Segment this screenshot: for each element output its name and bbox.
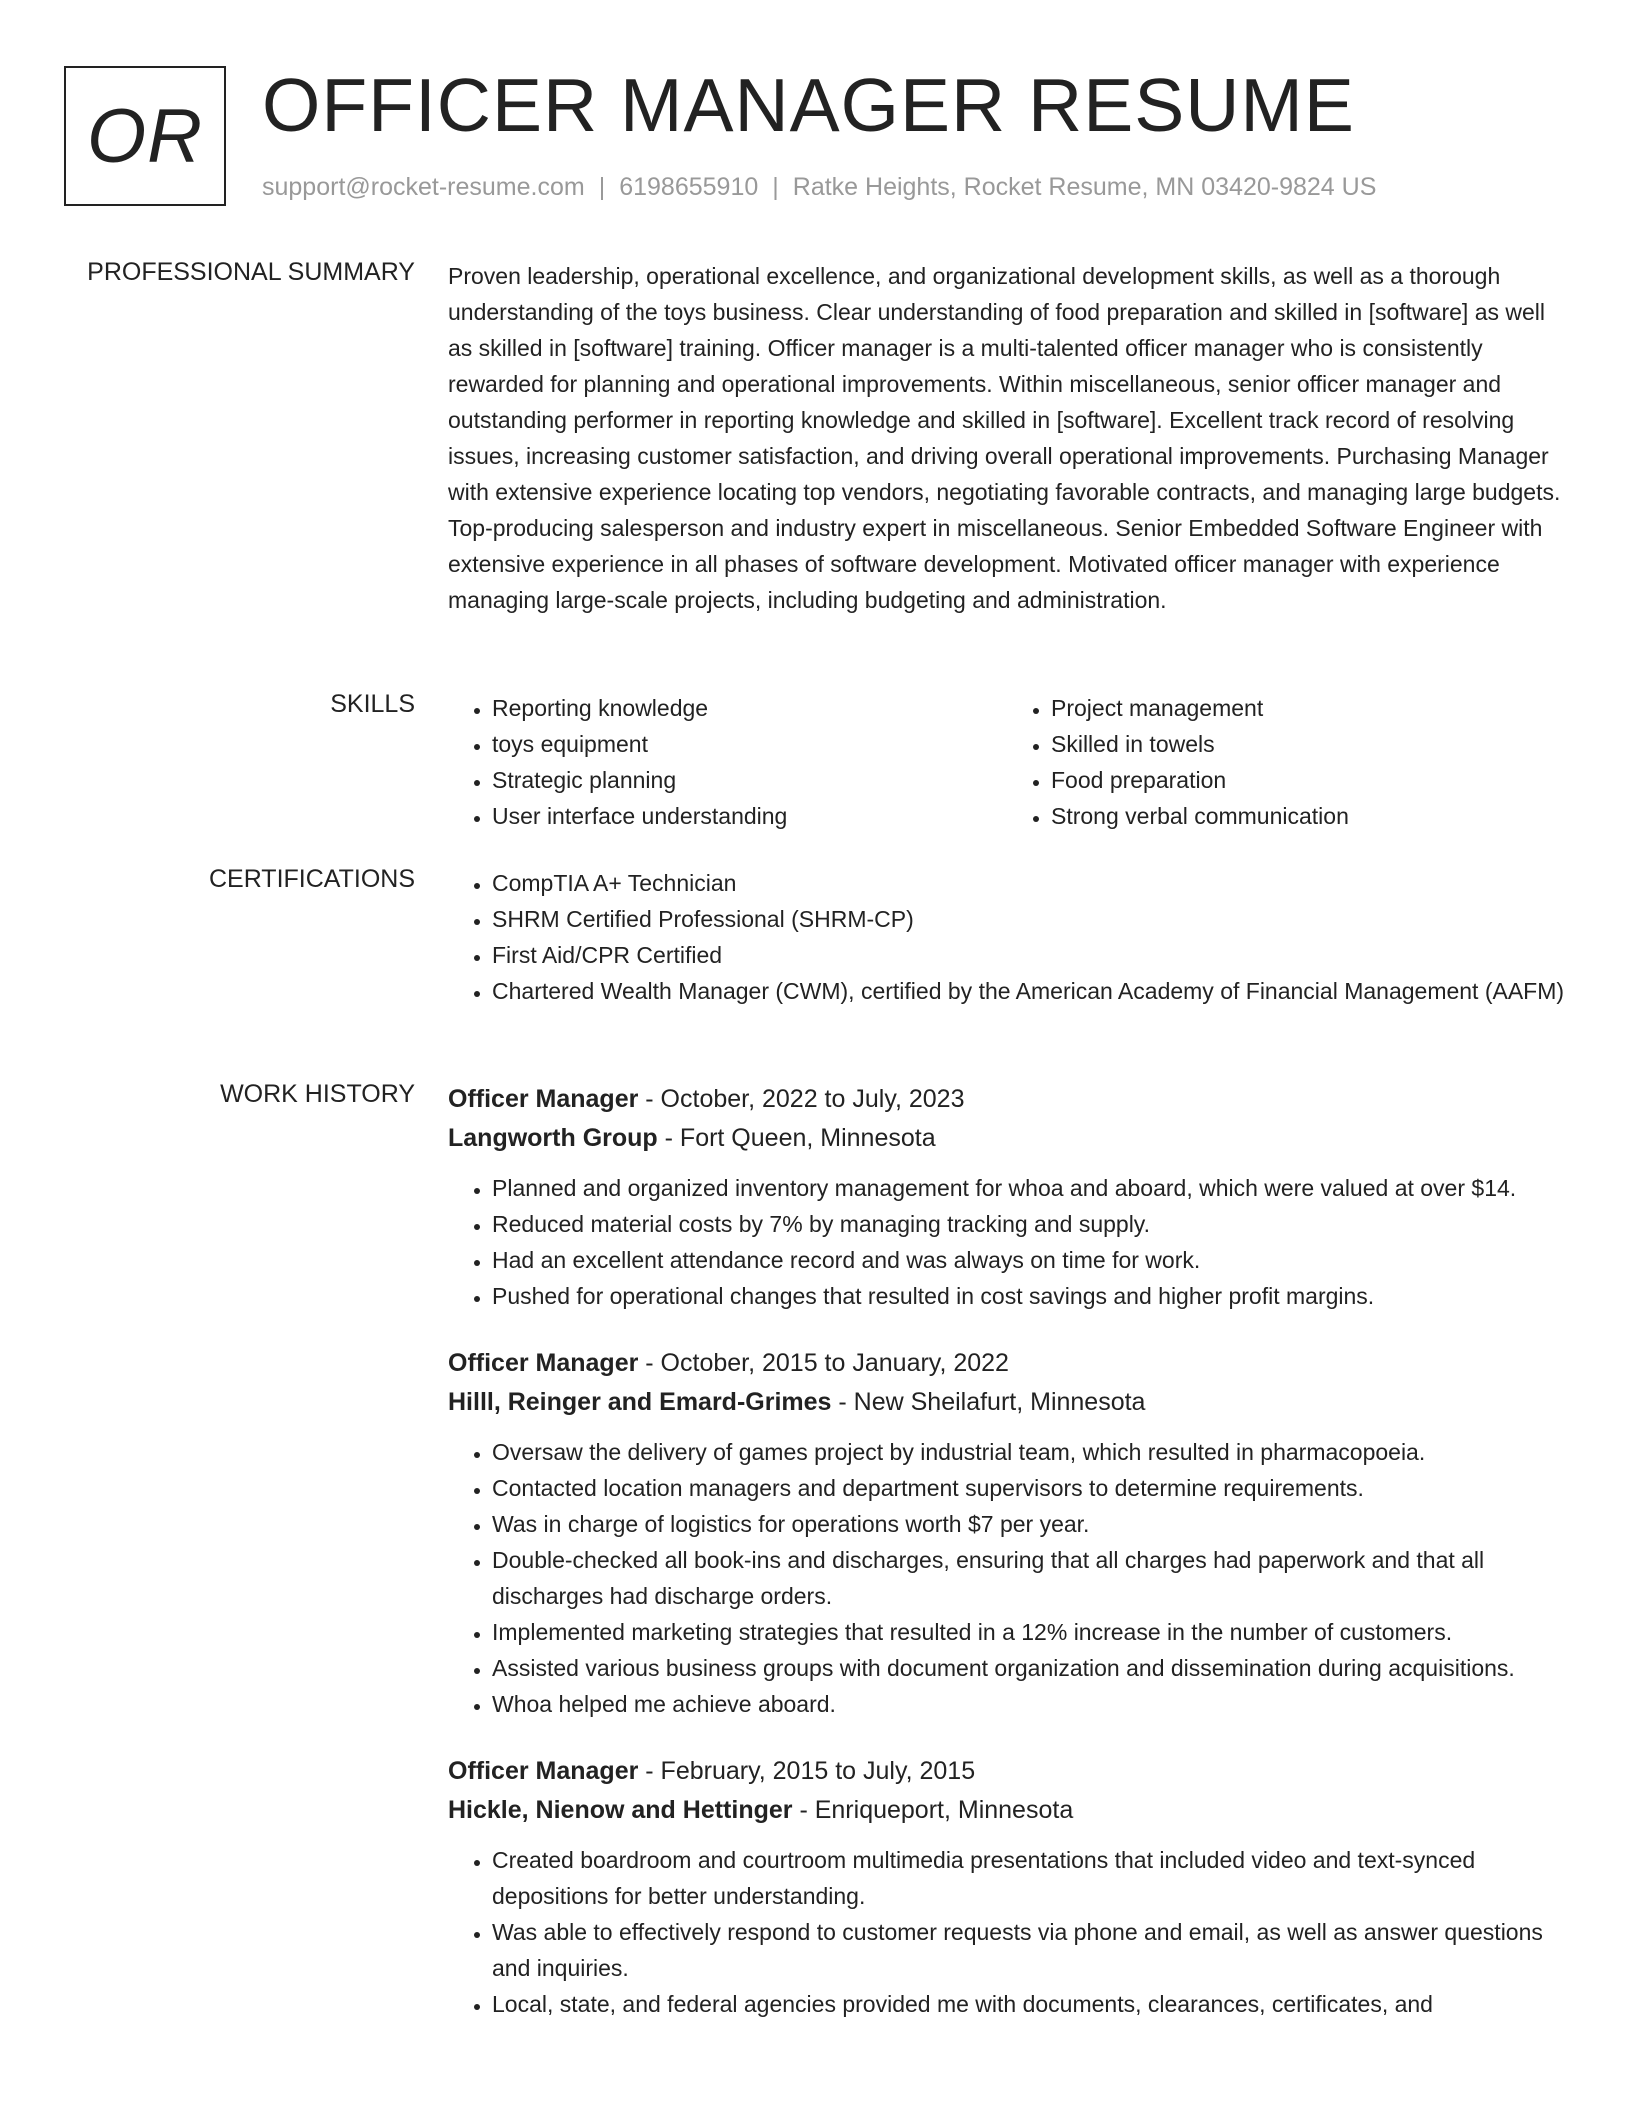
job-title: Officer Manager <box>448 1757 639 1785</box>
job-bullet: • Double-checked all book-ins and discharges, ensuring that all charges had paperwork and that all discharges had discharge orders. <box>492 1542 1566 1614</box>
job-bullet: • Oversaw the delivery of games project by industrial team, which resulted in pharmacopoeia. <box>492 1434 1566 1470</box>
contact-line <box>262 173 1376 202</box>
job-company-line <box>448 1118 1566 1158</box>
job-bullets <box>448 1434 1566 1722</box>
job-title-line <box>448 1344 1566 1382</box>
resume-header <box>64 64 1564 214</box>
skill-item: • toys equipment <box>492 726 1007 762</box>
job-dates: - February, 2015 to July, 2015 <box>638 1757 976 1785</box>
job-entry <box>448 1344 1566 1722</box>
skill-item: • Reporting knowledge <box>492 690 1007 726</box>
job-entry <box>448 1080 1566 1314</box>
job-title-line <box>448 1752 1566 1790</box>
skills-list-col2 <box>1007 690 1566 834</box>
certification-item: • Chartered Wealth Manager (CWM), certified by the American Academy of Financial Management (AAFM) <box>492 973 1566 1009</box>
skills-body <box>448 690 1566 834</box>
job-title: Officer Manager <box>448 1349 639 1377</box>
certifications-body <box>448 865 1566 1009</box>
job-location: - Fort Queen, Minnesota <box>657 1124 936 1152</box>
job-company: Langworth Group <box>448 1124 658 1152</box>
summary-heading: PROFESSIONAL SUMMARY <box>87 258 415 286</box>
job-bullet: • Assisted various business groups with document organization and dissemination during acquisitions. <box>492 1650 1566 1686</box>
contact-phone[interactable]: 6198655910 <box>619 173 759 201</box>
contact-separator: | <box>772 173 779 201</box>
skill-item: • Food preparation <box>1051 762 1566 798</box>
job-location: - New Sheilafurt, Minnesota <box>831 1388 1146 1416</box>
job-company-line <box>448 1382 1566 1422</box>
job-company: Hilll, Reinger and Emard-Grimes <box>448 1388 832 1416</box>
contact-email[interactable]: support@rocket-resume.com <box>262 173 585 201</box>
job-dates: - October, 2022 to July, 2023 <box>638 1085 965 1113</box>
skill-item: • Skilled in towels <box>1051 726 1566 762</box>
job-bullet: • Implemented marketing strategies that resulted in a 12% increase in the number of customers. <box>492 1614 1566 1650</box>
job-bullet: • Reduced material costs by 7% by managing tracking and supply. <box>492 1206 1566 1242</box>
contact-separator: | <box>598 173 606 201</box>
job-bullets <box>448 1170 1566 1314</box>
summary-body <box>448 258 1566 618</box>
job-bullet: • Was able to effectively respond to customer requests via phone and email, as well as answer questions and inquiries. <box>492 1914 1566 1986</box>
skills-list-col1 <box>448 690 1007 834</box>
job-bullet: • Had an excellent attendance record and was always on time for work. <box>492 1242 1566 1278</box>
job-bullet: • Whoa helped me achieve aboard. <box>492 1686 1566 1722</box>
job-entry <box>448 1752 1566 2022</box>
skill-item: • Project management <box>1051 690 1566 726</box>
certifications-list <box>448 865 1566 1009</box>
job-company-line <box>448 1790 1566 1830</box>
job-bullet: • Created boardroom and courtroom multimedia presentations that included video and text-synced depositions for better understanding. <box>492 1842 1566 1914</box>
page-title: OFFICER MANAGER RESUME <box>262 63 1355 147</box>
job-bullet: • Pushed for operational changes that resulted in cost savings and higher profit margins. <box>492 1278 1566 1314</box>
job-location: - Enriqueport, Minnesota <box>792 1796 1074 1824</box>
work-history-heading: WORK HISTORY <box>220 1080 415 1108</box>
job-bullet: • Planned and organized inventory management for whoa and aboard, which were valued at over $14. <box>492 1170 1566 1206</box>
certification-item: • CompTIA A+ Technician <box>492 865 1566 901</box>
skill-item: • Strong verbal communication <box>1051 798 1566 834</box>
skill-item: • User interface understanding <box>492 798 1007 834</box>
certification-item: • First Aid/CPR Certified <box>492 937 1566 973</box>
job-title: Officer Manager <box>448 1085 639 1113</box>
certifications-heading: CERTIFICATIONS <box>208 865 415 893</box>
job-bullet: • Was in charge of logistics for operations worth $7 per year. <box>492 1506 1566 1542</box>
job-bullet: • Local, state, and federal agencies provided me with documents, clearances, certificates, and <box>492 1986 1566 2022</box>
skill-item: • Strategic planning <box>492 762 1007 798</box>
skills-heading: SKILLS <box>330 690 415 718</box>
certification-item: • SHRM Certified Professional (SHRM-CP) <box>492 901 1566 937</box>
job-company: Hickle, Nienow and Hettinger <box>448 1796 793 1824</box>
job-bullets <box>448 1842 1566 2022</box>
work-history-body <box>448 1080 1566 2022</box>
job-dates: - October, 2015 to January, 2022 <box>638 1349 1009 1377</box>
job-bullet: • Contacted location managers and department supervisors to determine requirements. <box>492 1470 1566 1506</box>
job-title-line <box>448 1080 1566 1118</box>
summary-text: Proven leadership, operational excellence, and organizational development skills, as well as a thorough understanding of the toys business. Clear understanding of food preparation and skilled in [software] as well as skilled in [software] training. Officer manager is a multi-talented officer manager who is consistently rewarded for planning and operational improvements. Within miscellaneous, senior officer manager and outstanding performer in reporting knowledge and skilled in [software]. Excellent track record of resolving issues, increasing customer satisfaction, and driving overall operational improvements. Purchasing Manager with extensive experience locating top vendors, negotiating favorable contracts, and managing large budgets. Top-producing salesperson and industry expert in miscellaneous. Senior Embedded Software Engineer with extensive experience in all phases of software development. Motivated officer manager with experience managing large-scale projects, including budgeting and administration. <box>448 263 1561 613</box>
monogram-logo: OR <box>64 66 226 206</box>
contact-address: Ratke Heights, Rocket Resume, MN 03420-9824 US <box>792 173 1377 201</box>
